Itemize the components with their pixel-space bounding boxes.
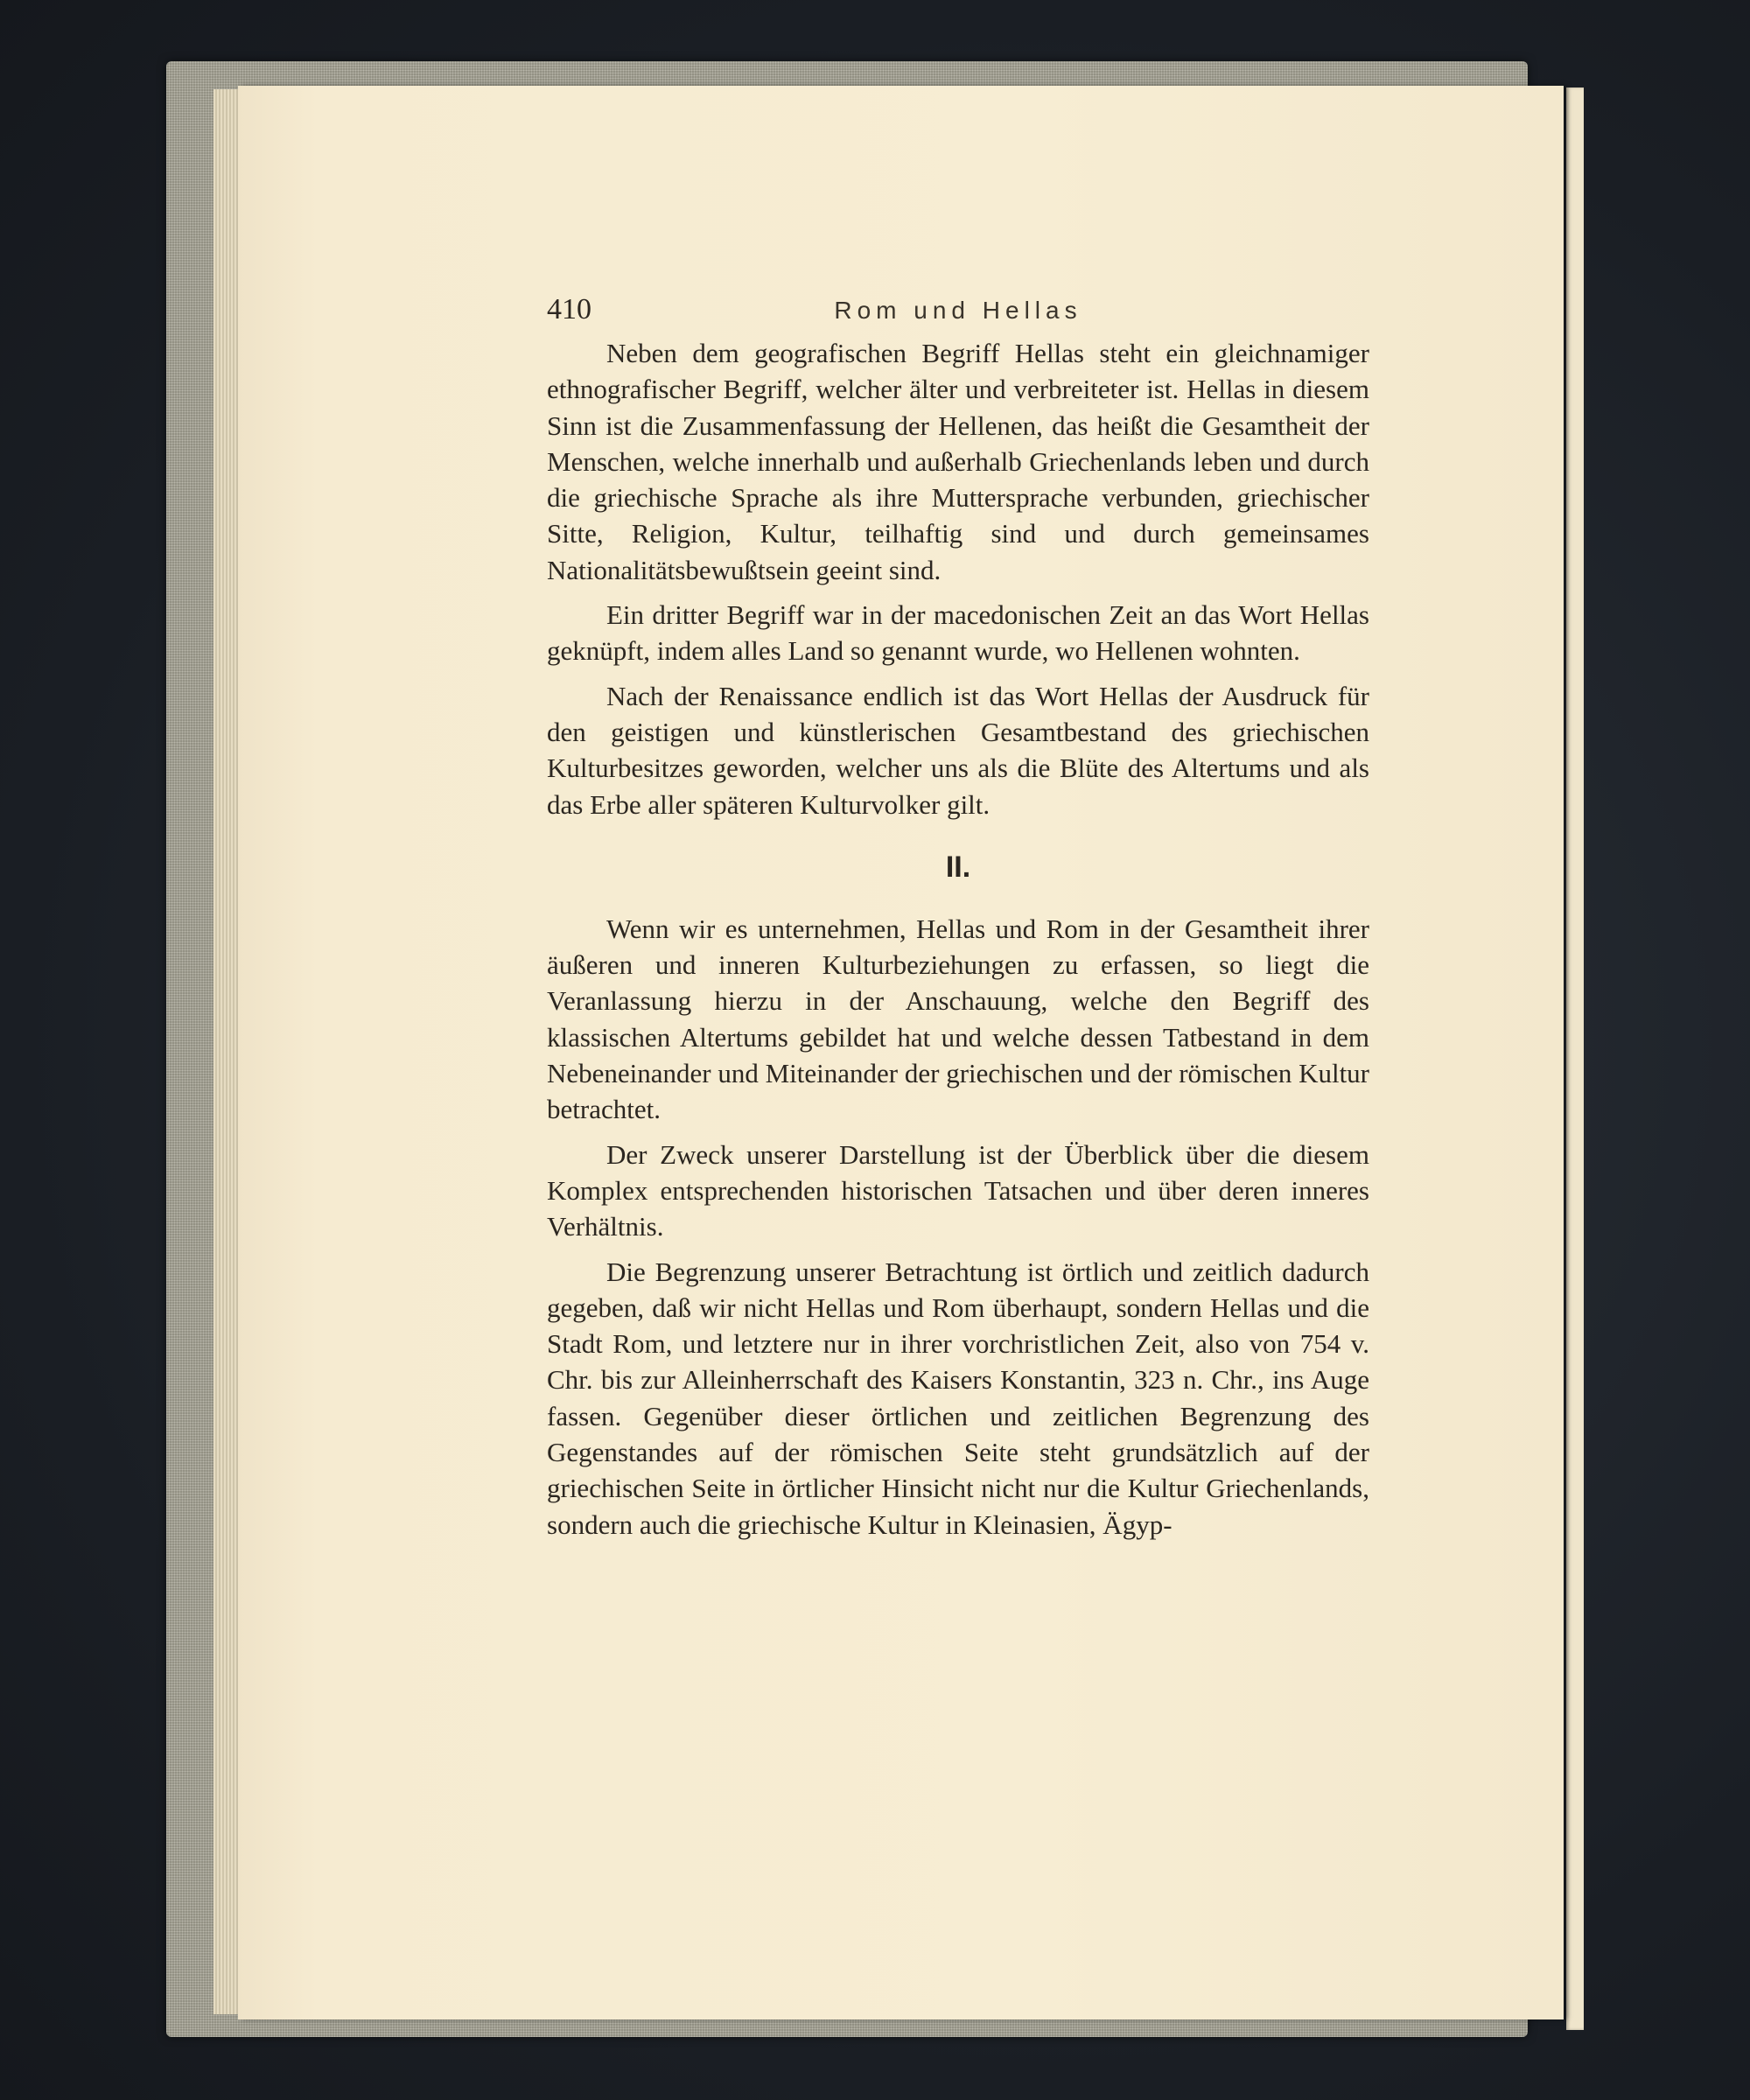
paragraph: Nach der Renaissance endlich ist das Wort Hellas der Ausdruck für den geistigen und künstlerischen Gesamtbestand des griechischen Kulturbesitzes geworden, welcher uns als die Blüte des Altertums und als das Erbe aller späteren Kulturvolker gilt. bbox=[547, 680, 1369, 820]
facing-page-edge bbox=[1566, 88, 1584, 2030]
page-edges bbox=[214, 89, 240, 2014]
paragraph: Die Begrenzung unserer Betrachtung ist örtlich und zeitlich dadurch gegeben, daß wir nicht Hellas und Rom überhaupt, sondern Hellas und die Stadt Rom, und letztere nur in ihrer vorchristlichen Zeit, also von 754 v. Chr. bis zur Alleinherrschaft des Kaisers Konstantin, 323 n. Chr., ins Auge fassen. Gegenüber dieser örtlichen und zeitlichen Begrenzung des Gegenstandes auf der römischen Seite steht grundsätzlich auf der griechischen Seite in örtlicher Hinsicht nicht nur die Kultur Griechenlands, sondern auch die griechische Kultur in Kleinasien, Ägyp- bbox=[547, 1256, 1369, 1540]
section-heading: II. bbox=[945, 850, 971, 884]
paragraph: Wenn wir es unternehmen, Hellas und Rom in der Gesamtheit ihrer äußeren und inneren Kulturbeziehungen zu erfassen, so liegt die Veranlassung hierzu in der Anschauung, welche den Begriff des klassischen Altertums gebildet hat und welche dessen Tatbestand in dem Nebeneinander und Miteinander der griechischen und der römischen Kultur betrachtet. bbox=[547, 913, 1370, 1125]
paragraph: Neben dem geografischen Begriff Hellas steht ein gleichnamiger ethnografischer Begriff, welcher älter und verbreiteter ist. Hellas in diesem Sinn ist die Zusammenfassung der Hellenen, das heißt die Gesamtheit der Menschen, welche innerhalb und außerhalb Griechenlands leben und durch die griechische Sprache als ihre Muttersprache verbunden, griechischer Sitte, Religion, Kultur, teilhaftig sind und durch gemeinsames Nationalitätsbewußtsein geeint sind. bbox=[547, 338, 1369, 585]
running-header bbox=[547, 293, 1369, 335]
page-number: 410 bbox=[547, 293, 592, 326]
page-text bbox=[547, 293, 1369, 1551]
running-title: Rom und Hellas bbox=[834, 297, 1082, 324]
paragraph: Ein dritter Begriff war in der macedonischen Zeit an das Wort Hellas geknüpft, indem alles Land so genannt wurde, wo Hellenen wohnten. bbox=[547, 599, 1369, 667]
paragraph: Der Zweck unserer Darstellung ist der Überblick über die diesem Komplex entsprechenden historischen Tatsachen und über deren inneres Verhältnis. bbox=[547, 1138, 1369, 1242]
